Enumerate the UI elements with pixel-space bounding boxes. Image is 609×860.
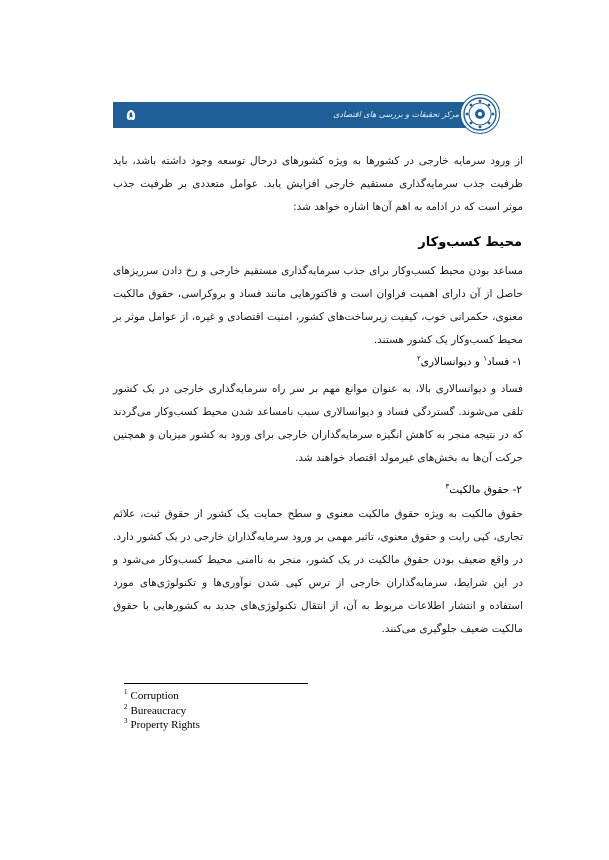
footnote-3: $^3$ Property Rights (124, 717, 200, 731)
subheading-corruption (417, 356, 522, 368)
page-number: ۵ (126, 106, 136, 124)
chamber-emblem-icon (460, 94, 500, 134)
footnotes (124, 689, 200, 733)
subheading-bureaucracy-label: و دیوانسالاری (420, 356, 484, 368)
business-environment-paragraph: مساعد بودن محیط کسب‌وکار برای جذب سرمایه‌گذاری مستقیم خارجی و رخ دادن سرریزهای حاصل از آن دارای اهمیت فراوان است و فاکتورهایی مانند فساد و بروکراسی، حقوق مالکیت معنوی، حکمرانی خوب، کیفیت زیرساخت‌های کشور، امنیت اقتصادی و غیره، از عوامل موثر بر محیط کسب‌وکار یک کشور هستند. (113, 265, 523, 346)
corruption-paragraph: فساد و دیوانسالاری بالا، به عنوان موانع مهم بر سر راه سرمایه‌گذاری خارجی در یک کشور تلقی می‌شوند. گستردگی فساد و دیوانسالاری سبب نامساعد شدن محیط کسب‌وکار می‌گردند که در نتیجه منجر به کاهش انگیزه سرمایه‌گذاران خارجی برای ورود به کشور میزبان و همچنین حرکت آن‌ها به بخش‌های غیرمولد اقتصاد خواهند شد. (113, 383, 523, 464)
footnote-ref-1: ۱ (483, 354, 487, 363)
footnote-divider (124, 683, 308, 684)
section-heading: محیط کسب‌وکار (418, 235, 522, 250)
footnote-2: $^2$ Bureaucracy (124, 702, 187, 717)
subheading-property-rights-label: ۲- حقوق مالکیت (449, 484, 522, 496)
intro-paragraph: از ورود سرمایه خارجی در کشورها به ویژه کشورهای درحال توسعه وجود داشته باشد، باید ظرفیت جذب سرمایه‌گذاری مستقیم خارجی افزایش یابد. عوامل متعددی بر ظرفیت جذب موثر است که در ادامه به اهم آن‌ها اشاره خواهد شد: (113, 155, 523, 213)
footnote-1: $^1$ Corruption (124, 688, 179, 702)
subheading-property-rights (445, 484, 522, 496)
property-rights-paragraph: حقوق مالکیت به ویژه حقوق مالکیت معنوی و سطح حمایت یک کشور از حقوق ثبت، علائم تجاری، کپی رایت و حقوق معنوی، تاثیر مهمی بر ورود سرمایه‌گذاران خارجی در یک کشور دارد. در واقع ضعیف بودن حقوق مالکیت در یک کشور، منجر به ناامنی محیط کسب‌وکار می‌شود و در این شرایط، سرمایه‌گذاران خارجی از ترس کپی شدن نوآوری‌ها و تکنولوژی‌های مورد استفاده و انتشار اطلاعات مربوط به آن، از انتقال تکنولوژی‌های جدید به کشورهایی با حقوق مالکیت ضعیف جلوگیری می‌کنند. (113, 508, 523, 635)
header-brand-text: مرکز تحقیقات و بررسی های اقتصادی (333, 110, 459, 119)
footnote-ref-2: ۲ (416, 354, 421, 363)
subheading-corruption-label: ۱- فساد (486, 356, 522, 368)
footnote-ref-3: ۳ (445, 482, 450, 491)
